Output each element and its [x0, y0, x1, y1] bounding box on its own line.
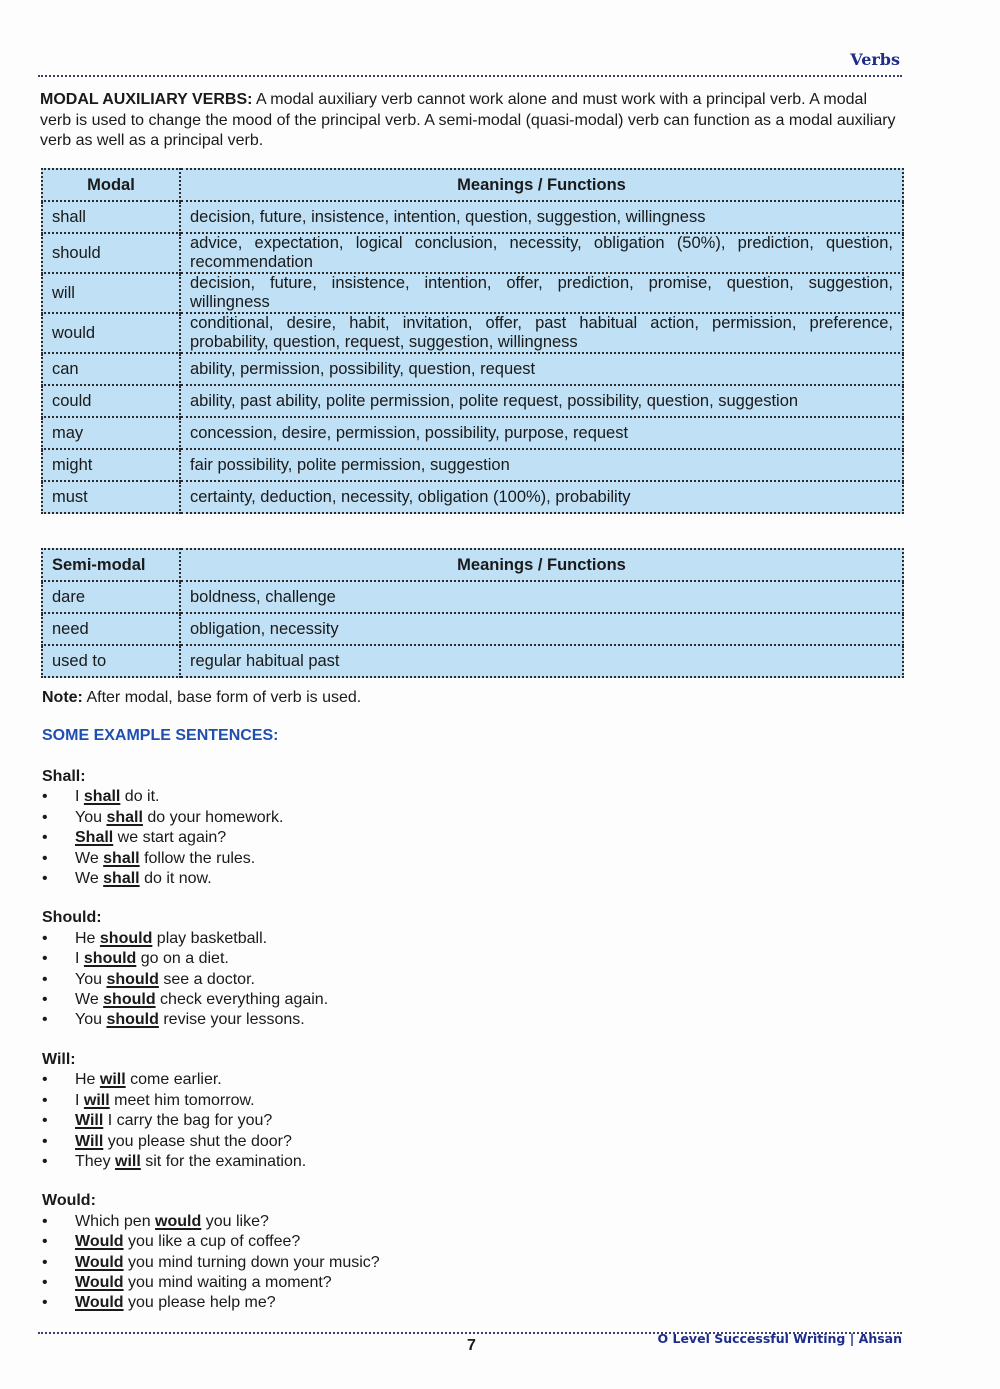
- bullet-icon: •: [42, 1273, 48, 1291]
- modal-keyword: should: [106, 970, 159, 988]
- sentence-text: We: [75, 849, 104, 867]
- sentence-text: go on a diet.: [136, 950, 229, 968]
- sentence-text: I: [75, 788, 84, 806]
- table-row: [42, 273, 903, 313]
- bullet-icon: •: [42, 950, 48, 968]
- example-group: [42, 908, 642, 1030]
- semi-modal-table: [41, 548, 904, 678]
- book-title: O Level Successful Writing | Ahsan: [657, 1331, 902, 1346]
- modal-cell: will: [42, 273, 180, 313]
- modal-cell: would: [42, 313, 180, 353]
- table-header-row: [42, 169, 903, 201]
- modal-keyword: shall: [83, 788, 121, 806]
- example-list: [42, 1070, 642, 1172]
- modal-cell: shall: [42, 201, 180, 233]
- meanings-cell: concession, desire, permission, possibility, purpose, request: [180, 417, 903, 449]
- modal-keyword: Will: [75, 1112, 104, 1130]
- column-header: Semi-modal: [42, 549, 180, 581]
- example-group-title: Would:: [42, 1192, 96, 1210]
- sentence-text: You: [75, 808, 107, 826]
- example-group: [42, 1050, 642, 1172]
- column-header: Meanings / Functions: [180, 169, 903, 201]
- sentence-text: I: [75, 1091, 84, 1109]
- list-item: [42, 1010, 642, 1030]
- meanings-cell: advice, expectation, logical conclusion, necessity, obligation (50%), prediction, question, recommendation: [180, 233, 903, 273]
- modal-keyword: shall: [103, 870, 140, 888]
- meanings-cell: obligation, necessity: [180, 613, 903, 645]
- list-item: [42, 828, 642, 848]
- note: [42, 689, 361, 707]
- list-item: [42, 808, 642, 828]
- bullet-icon: •: [42, 1212, 48, 1230]
- sentence-text: follow the rules.: [139, 849, 256, 867]
- list-item: [42, 1232, 642, 1252]
- bullet-icon: •: [42, 1132, 48, 1150]
- sentence-text: check everything again.: [155, 991, 329, 1009]
- example-sentences: [42, 767, 642, 1333]
- modal-keyword: shall: [103, 849, 140, 867]
- sentence-text: You: [75, 970, 107, 988]
- note-text: After modal, base form of verb is used.: [82, 689, 362, 706]
- modal-keyword: Would: [75, 1253, 124, 1271]
- table-row: [42, 385, 903, 417]
- meanings-cell: decision, future, insistence, intention, offer, prediction, promise, question, suggestion, willingness: [180, 273, 903, 313]
- table-header-row: [42, 549, 903, 581]
- list-item: [42, 970, 642, 990]
- example-group: [42, 767, 642, 889]
- bullet-icon: •: [42, 1071, 48, 1089]
- bullet-icon: •: [42, 788, 48, 806]
- section-heading: SOME EXAMPLE SENTENCES:: [42, 727, 279, 744]
- modal-keyword: Would: [75, 1294, 124, 1312]
- modal-keyword: shall: [106, 808, 143, 826]
- table-row: [42, 645, 903, 677]
- intro-text: A modal auxiliary verb cannot work alone and must work with a principal verb. A modal verb is used to change the mood of the principal verb. A semi-modal (quasi-modal) verb can function as a modal auxiliary verb as well as a principal verb.: [40, 91, 896, 149]
- sentence-text: revise your lessons.: [158, 1011, 305, 1029]
- sentence-text: you like?: [201, 1212, 269, 1230]
- meanings-cell: ability, permission, possibility, question, request: [180, 353, 903, 385]
- list-item: [42, 929, 642, 949]
- modal-cell: could: [42, 385, 180, 417]
- list-item: [42, 787, 642, 807]
- meanings-cell: boldness, challenge: [180, 581, 903, 613]
- sentence-text: do your homework.: [142, 808, 284, 826]
- sentence-text: Which pen: [75, 1212, 156, 1230]
- sentence-text: He: [75, 929, 100, 947]
- meanings-cell: fair possibility, polite permission, suggestion: [180, 449, 903, 481]
- modal-keyword: Will: [75, 1132, 104, 1150]
- sentence-text: We: [75, 870, 104, 888]
- sentence-text: I carry the bag for you?: [103, 1112, 273, 1130]
- modal-keyword: Shall: [75, 829, 114, 847]
- modal-table: [41, 168, 904, 514]
- modal-cell: can: [42, 353, 180, 385]
- meanings-cell: conditional, desire, habit, invitation, offer, past habitual action, permission, preference, probability, question, request, suggestion, willingness: [180, 313, 903, 353]
- modal-cell: may: [42, 417, 180, 449]
- table-row: [42, 481, 903, 513]
- example-group-title: Will:: [42, 1050, 76, 1068]
- sentence-text: He: [75, 1071, 100, 1089]
- sentence-text: you please shut the door?: [103, 1132, 292, 1150]
- sentence-text: do it.: [120, 788, 160, 806]
- meanings-cell: decision, future, insistence, intention, question, suggestion, willingness: [180, 201, 903, 233]
- meanings-cell: regular habitual past: [180, 645, 903, 677]
- bullet-icon: •: [42, 991, 48, 1009]
- modal-keyword: should: [103, 991, 156, 1009]
- meanings-cell: certainty, deduction, necessity, obligation (100%), probability: [180, 481, 903, 513]
- column-header: Modal: [42, 169, 180, 201]
- sentence-text: We: [75, 991, 104, 1009]
- bullet-icon: •: [42, 1091, 48, 1109]
- intro-lead: MODAL AUXILIARY VERBS:: [40, 91, 253, 108]
- intro-paragraph: [40, 90, 902, 152]
- modal-keyword: should: [99, 929, 153, 947]
- list-item: [42, 1070, 642, 1090]
- bullet-icon: •: [42, 870, 48, 888]
- sentence-text: play basketball.: [152, 929, 268, 947]
- meanings-cell: ability, past ability, polite permission, polite request, possibility, question, suggestion: [180, 385, 903, 417]
- sentence-text: meet him tomorrow.: [109, 1091, 255, 1109]
- list-item: [42, 849, 642, 869]
- list-item: [42, 1132, 642, 1152]
- table-row: [42, 233, 903, 273]
- example-group-title: Shall:: [42, 768, 86, 785]
- sentence-text: come earlier.: [125, 1071, 222, 1089]
- modal-keyword: should: [83, 950, 137, 968]
- note-label: Note:: [42, 689, 83, 706]
- bullet-icon: •: [42, 1112, 48, 1130]
- modal-cell: used to: [42, 645, 180, 677]
- modal-cell: need: [42, 613, 180, 645]
- column-header: Meanings / Functions: [180, 549, 903, 581]
- bullet-icon: •: [42, 808, 48, 826]
- list-item: [42, 869, 642, 889]
- sentence-text: I: [75, 950, 84, 968]
- table-row: [42, 581, 903, 613]
- modal-cell: should: [42, 233, 180, 273]
- list-item: [42, 1273, 642, 1293]
- example-list: [42, 787, 642, 889]
- list-item: [42, 1212, 642, 1232]
- modal-cell: might: [42, 449, 180, 481]
- header-divider: [38, 75, 902, 77]
- bullet-icon: •: [42, 849, 48, 867]
- table-row: [42, 313, 903, 353]
- example-group-title: Should:: [42, 909, 102, 927]
- modal-keyword: should: [106, 1011, 159, 1029]
- page-number: 7: [467, 1337, 476, 1354]
- list-item: [42, 990, 642, 1010]
- sentence-text: you please help me?: [123, 1294, 276, 1312]
- modal-keyword: Would: [75, 1273, 124, 1291]
- modal-keyword: would: [155, 1212, 202, 1230]
- bullet-icon: •: [42, 829, 48, 847]
- list-item: [42, 1293, 642, 1313]
- list-item: [42, 1091, 642, 1111]
- modal-keyword: will: [115, 1152, 141, 1170]
- bullet-icon: •: [42, 1253, 48, 1271]
- example-list: [42, 929, 642, 1031]
- list-item: [42, 1111, 642, 1131]
- sentence-text: you like a cup of coffee?: [123, 1233, 301, 1251]
- list-item: [42, 949, 642, 969]
- chapter-title: Verbs: [850, 50, 900, 69]
- bullet-icon: •: [42, 970, 48, 988]
- table-row: [42, 449, 903, 481]
- bullet-icon: •: [42, 929, 48, 947]
- sentence-text: we start again?: [113, 829, 227, 847]
- example-group: [42, 1191, 642, 1313]
- bullet-icon: •: [42, 1152, 48, 1170]
- modal-keyword: will: [83, 1091, 110, 1109]
- sentence-text: you mind waiting a moment?: [123, 1273, 332, 1291]
- list-item: [42, 1152, 642, 1172]
- table-row: [42, 353, 903, 385]
- list-item: [42, 1253, 642, 1273]
- sentence-text: They: [75, 1152, 116, 1170]
- table-row: [42, 613, 903, 645]
- modal-keyword: will: [99, 1071, 126, 1089]
- sentence-text: do it now.: [139, 870, 212, 888]
- sentence-text: sit for the examination.: [140, 1152, 307, 1170]
- modal-cell: must: [42, 481, 180, 513]
- modal-cell: dare: [42, 581, 180, 613]
- bullet-icon: •: [42, 1011, 48, 1029]
- sentence-text: You: [75, 1011, 107, 1029]
- sentence-text: see a doctor.: [158, 970, 255, 988]
- modal-keyword: Would: [75, 1233, 124, 1251]
- table-row: [42, 201, 903, 233]
- bullet-icon: •: [42, 1294, 48, 1312]
- table-row: [42, 417, 903, 449]
- bullet-icon: •: [42, 1233, 48, 1251]
- example-list: [42, 1212, 642, 1314]
- sentence-text: you mind turning down your music?: [123, 1253, 380, 1271]
